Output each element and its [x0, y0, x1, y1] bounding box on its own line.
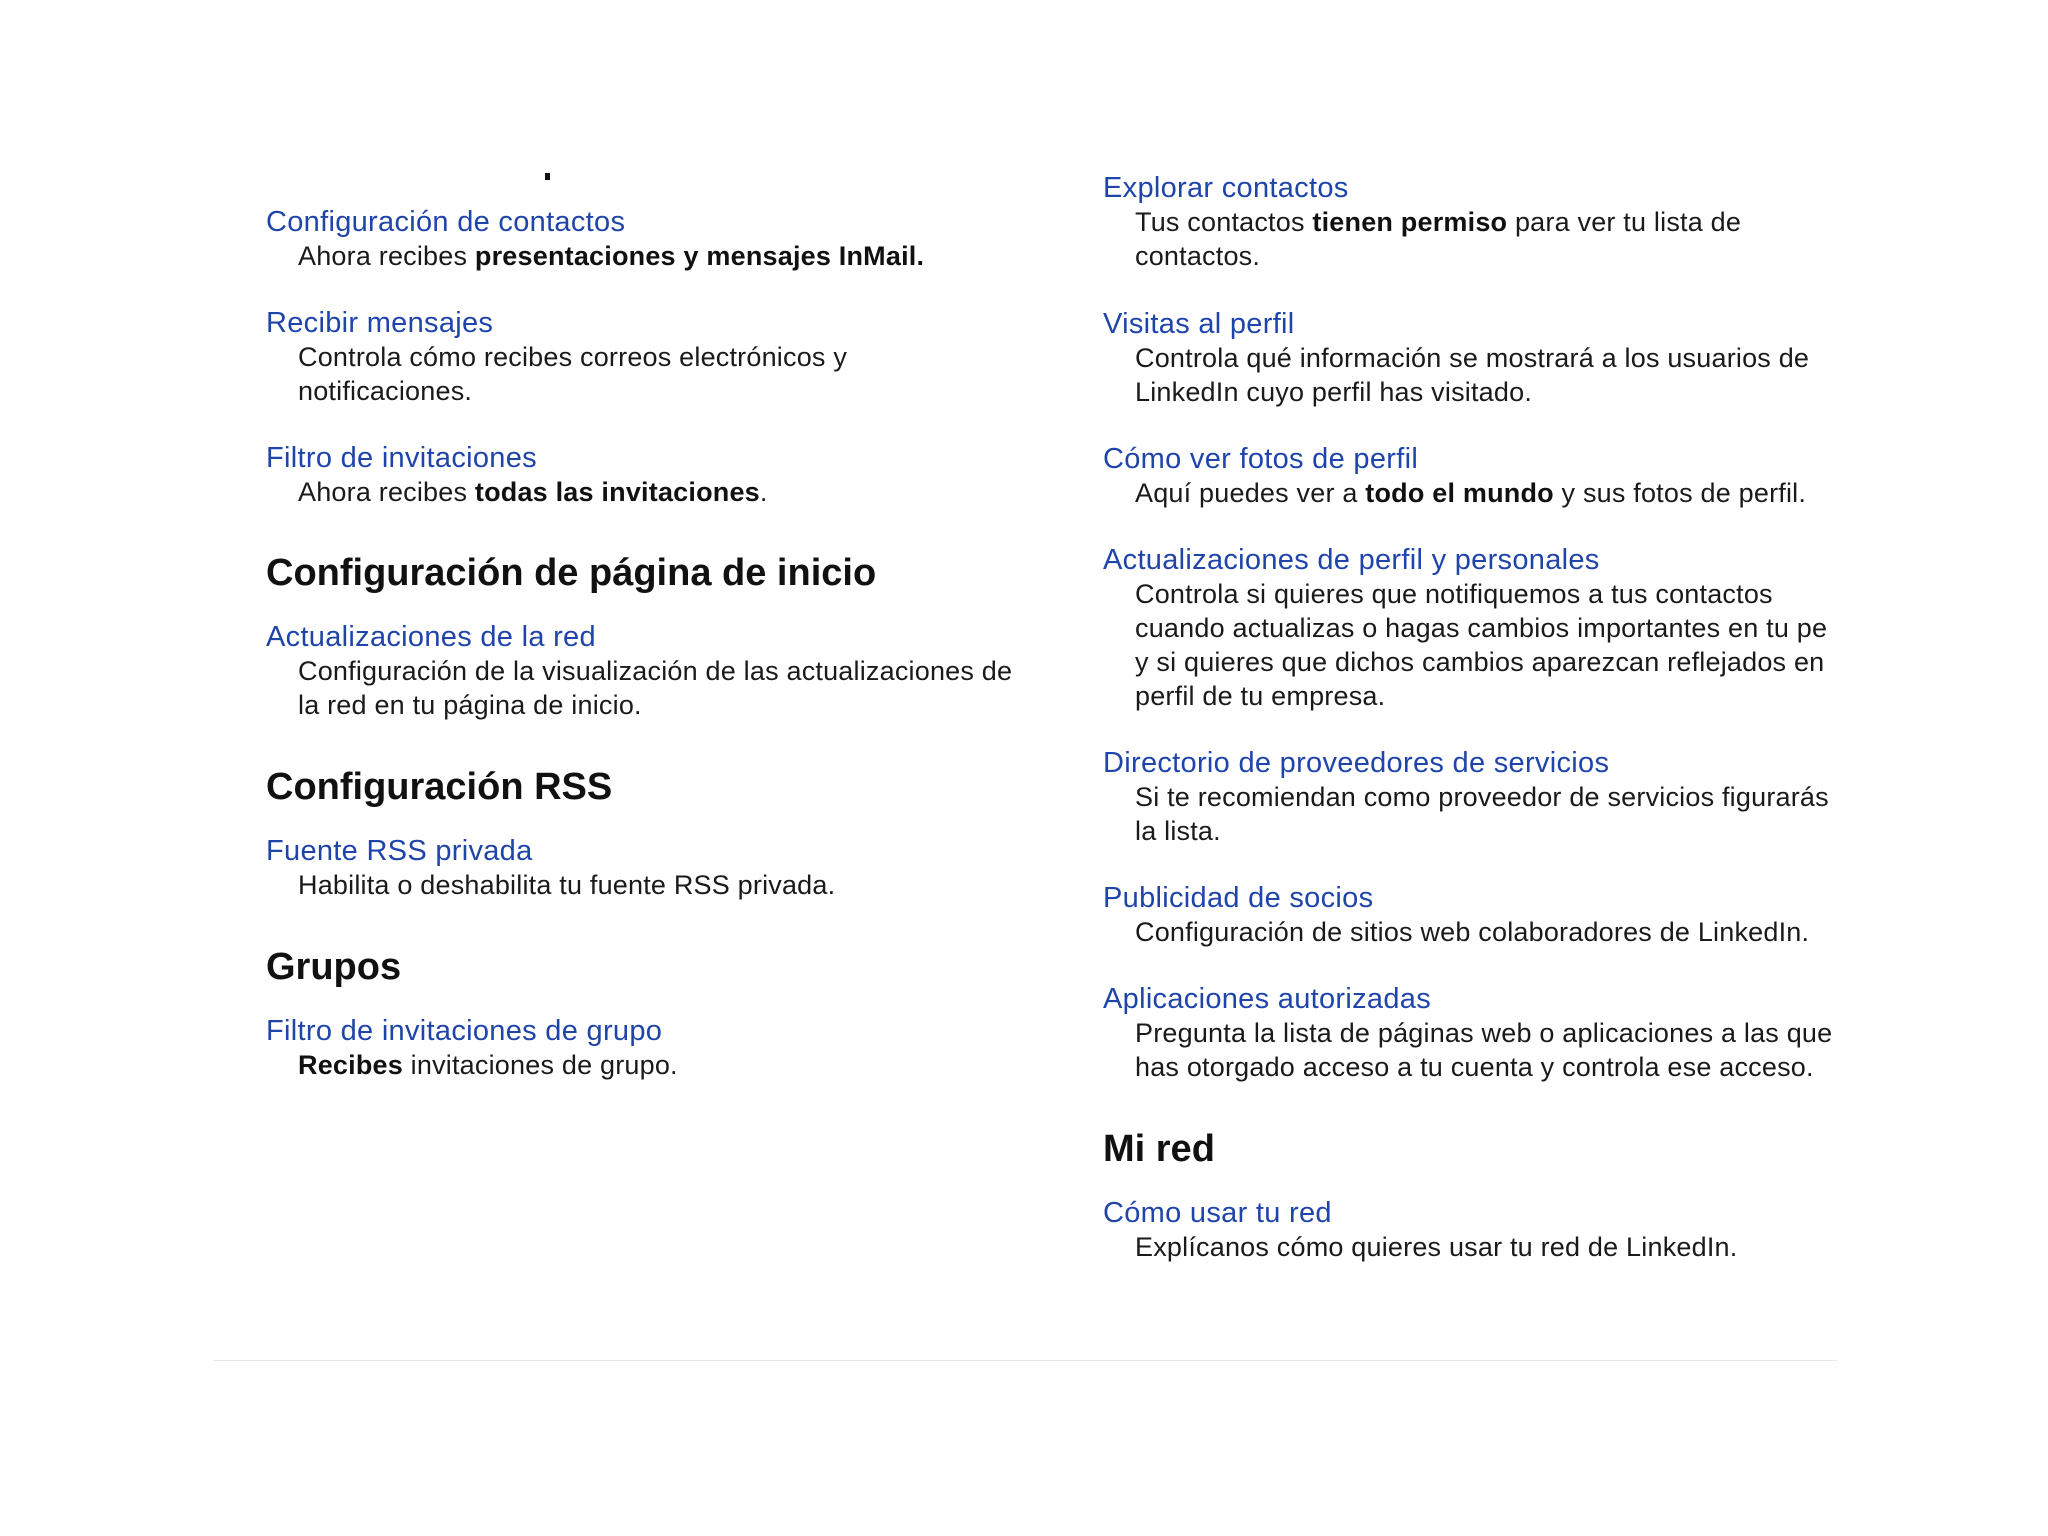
invitation-filter-link[interactable]: Filtro de invitaciones	[266, 442, 537, 474]
profile-visits-desc-line2: LinkedIn cuyo perfil has visitado.	[1135, 377, 1533, 407]
rss-settings-heading: Configuración RSS	[266, 766, 613, 808]
browse-contacts-link[interactable]: Explorar contactos	[1103, 172, 1349, 204]
service-provider-directory-link[interactable]: Directorio de proveedores de servicios	[1103, 747, 1610, 779]
authorized-apps-desc-line2: has otorgado acceso a tu cuenta y controla ese acceso.	[1135, 1052, 1814, 1082]
right-column	[1103, 0, 1843, 1300]
private-rss-desc: Habilita o deshabilita tu fuente RSS privada.	[298, 870, 836, 900]
profile-updates-desc-line4: perfil de tu empresa.	[1135, 681, 1386, 711]
bottom-divider	[213, 1360, 1837, 1361]
setting-private-rss	[266, 834, 1056, 902]
profile-updates-desc-line2: cuando actualizas o hagas cambios importantes en tu pe	[1135, 613, 1828, 643]
private-rss-link[interactable]: Fuente RSS privada	[266, 835, 533, 867]
receive-messages-link[interactable]: Recibir mensajes	[266, 307, 494, 339]
group-invitation-filter-desc: Recibes invitaciones de grupo.	[298, 1050, 678, 1080]
receive-messages-desc-line2: notificaciones.	[298, 376, 473, 406]
my-network-heading: Mi red	[1103, 1128, 1215, 1170]
setting-contacts-link[interactable]: Configuración de contactos	[266, 206, 626, 238]
setting-browse-contacts	[1103, 171, 1843, 273]
home-settings-heading: Configuración de página de inicio	[266, 552, 877, 594]
profile-photos-desc: Aquí puedes ver a todo el mundo y sus fotos de perfil.	[1135, 478, 1807, 508]
network-updates-link[interactable]: Actualizaciones de la red	[266, 621, 596, 653]
service-provider-directory-desc-line2: la lista.	[1135, 816, 1221, 846]
use-network-link[interactable]: Cómo usar tu red	[1103, 1197, 1332, 1229]
network-updates-desc-line2: la red en tu página de inicio.	[298, 690, 642, 720]
group-invitation-filter-link[interactable]: Filtro de invitaciones de grupo	[266, 1015, 663, 1047]
browse-contacts-desc-line1: Tus contactos tienen permiso para ver tu lista de	[1135, 207, 1742, 237]
browse-contacts-desc-line2: contactos.	[1135, 241, 1261, 271]
setting-profile-updates	[1103, 543, 1843, 713]
profile-updates-desc-line1: Controla si quieres que notifiquemos a tus contactos	[1135, 579, 1773, 609]
partner-advertising-desc: Configuración de sitios web colaboradores de LinkedIn.	[1135, 917, 1810, 947]
profile-visits-desc-line1: Controla qué información se mostrará a los usuarios de	[1135, 343, 1810, 373]
service-provider-directory-desc-line1: Si te recomiendan como proveedor de servicios figurarás	[1135, 782, 1829, 812]
use-network-desc: Explícanos cómo quieres usar tu red de LinkedIn.	[1135, 1232, 1738, 1262]
setting-partner-advertising	[1103, 881, 1843, 949]
invitation-filter-desc: Ahora recibes todas las invitaciones.	[298, 477, 768, 507]
profile-visits-link[interactable]: Visitas al perfil	[1103, 308, 1295, 340]
setting-contacts	[266, 205, 1056, 273]
setting-group-invitation-filter	[266, 1014, 1056, 1082]
setting-service-provider-directory	[1103, 746, 1843, 848]
setting-network-updates	[266, 620, 1056, 722]
setting-profile-photos	[1103, 442, 1843, 510]
setting-contacts-desc: Ahora recibes presentaciones y mensajes InMail.	[298, 241, 925, 271]
authorized-apps-link[interactable]: Aplicaciones autorizadas	[1103, 983, 1431, 1015]
setting-authorized-apps	[1103, 982, 1843, 1084]
authorized-apps-desc-line1: Pregunta la lista de páginas web o aplicaciones a las que	[1135, 1018, 1833, 1048]
network-updates-desc-line1: Configuración de la visualización de las actualizaciones de	[298, 656, 1013, 686]
setting-use-network	[1103, 1196, 1843, 1264]
partner-advertising-link[interactable]: Publicidad de socios	[1103, 882, 1374, 914]
setting-receive-messages	[266, 306, 1056, 408]
profile-updates-link[interactable]: Actualizaciones de perfil y personales	[1103, 544, 1600, 576]
profile-updates-desc-line3: y si quieres que dichos cambios aparezcan reflejados en	[1135, 647, 1825, 677]
setting-invitation-filter	[266, 441, 1056, 509]
receive-messages-desc-line1: Controla cómo recibes correos electrónicos y	[298, 342, 848, 372]
setting-profile-visits	[1103, 307, 1843, 409]
stray-dot	[545, 173, 550, 180]
profile-photos-link[interactable]: Cómo ver fotos de perfil	[1103, 443, 1419, 475]
groups-heading: Grupos	[266, 946, 402, 988]
